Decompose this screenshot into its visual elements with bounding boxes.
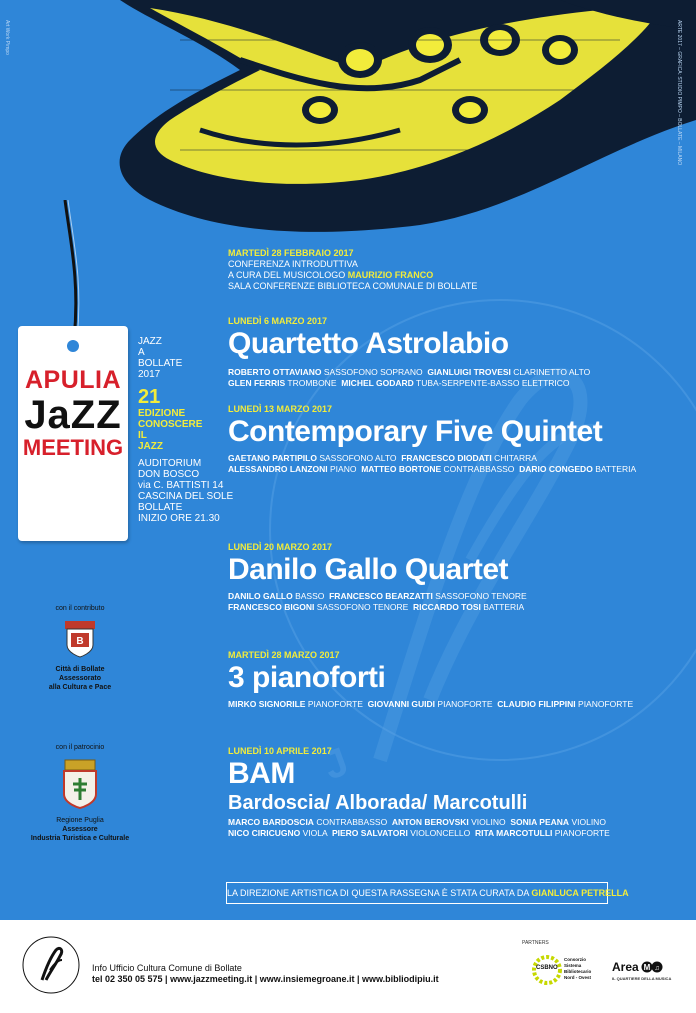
info-venue3: via C. BATTISTI 14 — [138, 480, 224, 491]
svg-text:B: B — [76, 636, 84, 647]
info-edition: EDIZIONE — [138, 408, 186, 419]
contributo-label: con il contributo — [55, 605, 105, 612]
contributo-assessorato: Assessorato — [58, 675, 102, 682]
event-line — [228, 270, 678, 281]
info-time: INIZIO ORE 21.30 — [138, 513, 220, 524]
svg-text:J: J — [318, 739, 354, 789]
event-line: CONFERENZA INTRODUTTIVA — [228, 259, 358, 269]
event-date: LUNEDÌ 13 MARZO 2017 — [228, 404, 333, 414]
bollate-crest-icon — [63, 619, 97, 659]
event-date: LUNEDÌ 10 APRILE 2017 — [228, 746, 332, 756]
saxophone-illustration — [0, 0, 696, 260]
event-title: 3 pianoforti — [228, 661, 386, 694]
event-date: LUNEDÌ 20 MARZO 2017 — [228, 542, 333, 552]
direction-text: LA DIREZIONE ARTISTICA DI QUESTA RASSEGNA È STATA CURATA DA — [227, 888, 532, 898]
event-danilo-gallo-quartet — [228, 542, 678, 613]
contributo-dept: alla Cultura e Pace — [48, 684, 112, 691]
lineup-row: NICO CIRICUGNO VIOLA PIERO SALVATORI VIOLONCELLO RITA MARCOTULLI PIANOFORTE — [228, 828, 610, 838]
puglia-crest-icon — [61, 758, 99, 810]
info-venue1: AUDITORIUM — [138, 458, 202, 469]
svg-text:♫: ♫ — [654, 965, 660, 972]
area-m-logo — [612, 960, 692, 981]
info-venue5: BOLLATE — [138, 502, 183, 513]
lineup-row: DANILO GALLO BASSO FRANCESCO BEARZATTI SASSOFONO TENORE — [228, 591, 527, 601]
lineup-row: GAETANO PARTIPILO SASSOFONO ALTO FRANCESCO DIODATI CHITARRA — [228, 453, 537, 463]
event-bam — [228, 746, 678, 839]
artwork-credit: Art Work Pimpo — [4, 20, 10, 55]
bollate-jazz-meeting-logo — [20, 934, 82, 996]
footer-contact — [92, 963, 439, 985]
info-il: IL — [138, 430, 147, 441]
event-date: MARTEDÌ 28 MARZO 2017 — [228, 650, 340, 660]
apulia-jazz-tag — [18, 326, 128, 541]
footer-links: tel 02 350 05 575 | www.jazzmeeting.it | www.insiemegroane.it | www.bibliodipiu.it — [92, 974, 439, 984]
event-date: MARTEDÌ 28 FEBBRAIO 2017 — [228, 248, 354, 258]
partners-label: PARTNERS — [522, 940, 549, 946]
event-quartetto-astrolabio — [228, 316, 678, 389]
tag-hole — [67, 340, 79, 352]
patrocinio-dept: Industria Turistica e Culturale — [30, 835, 130, 842]
event-line-prefix: A CURA DEL MUSICOLOGO — [228, 270, 348, 280]
info-venue2: DON BOSCO — [138, 469, 200, 480]
event-conference — [228, 248, 678, 292]
event-title: Contemporary Five Quintet — [228, 415, 603, 448]
info-bollate: BOLLATE — [138, 358, 183, 369]
artistic-direction-box — [226, 882, 629, 904]
lineup-row: ROBERTO OTTAVIANO SASSOFONO SOPRANO GIANLUIGI TROVESI CLARINETTO ALTO — [228, 367, 591, 377]
print-credit: ARTE 2017 – GRAFICA: STUDIO PIMPO – BOLLATE – MILANO — [676, 20, 682, 166]
info-venue4: CASCINA DEL SOLE — [138, 491, 234, 502]
info-year: 2017 — [138, 369, 161, 380]
csbno-logo — [532, 953, 602, 989]
logo-jazz: JaZZ — [24, 393, 122, 437]
lineup-row: ALESSANDRO LANZONI PIANO MATTEO BORTONE CONTRABBASSO DARIO CONGEDO BATTERIA — [228, 464, 637, 474]
patrocinio-region: Regione Puglia — [56, 817, 104, 824]
director-name: GIANLUCA PETRELLA — [531, 888, 629, 898]
info-edition-number: 21 — [138, 386, 161, 408]
event-line: SALA CONFERENZE BIBLIOTECA COMUNALE DI BOLLATE — [228, 281, 478, 291]
info-conoscere: CONOSCERE — [138, 419, 203, 430]
patrocinio-block — [10, 743, 150, 843]
info-jazz: JAZZ — [138, 336, 162, 347]
lineup-row: MARCO BARDOSCIA CONTRABBASSO ANTON BEROVSKI VIOLINO SONIA PEANA VIOLINO — [228, 817, 606, 827]
tag-string — [60, 200, 90, 340]
info-jazz2: JAZZ — [138, 441, 163, 452]
event-title: Danilo Gallo Quartet — [228, 553, 509, 586]
logo-meeting: MEETING — [22, 435, 124, 460]
lineup-row: FRANCESCO BIGONI SASSOFONO TENORE RICCARDO TOSI BATTERIA — [228, 602, 525, 612]
event-date: LUNEDÌ 6 MARZO 2017 — [228, 316, 328, 326]
event-contemporary-five-quintet — [228, 404, 678, 475]
patrocinio-assessore: Assessore — [62, 826, 98, 833]
speaker-name: MAURIZIO FRANCO — [347, 270, 434, 280]
event-3-pianoforti — [228, 650, 678, 710]
area-text: Area — [612, 960, 639, 974]
contributo-city: Città di Bollate — [55, 666, 105, 673]
footer-info: Info Ufficio Cultura Comune di Bollate — [92, 963, 242, 973]
event-title: Quartetto Astrolabio — [228, 327, 509, 360]
info-a: A — [138, 347, 145, 358]
lineup-row: GLEN FERRIS TROMBONE MICHEL GODARD TUBA-SERPENTE-BASSO ELETTRICO — [228, 378, 570, 388]
event-title: BAM — [228, 757, 295, 790]
area-subtitle: IL QUARTIERE DELLA MUSICA — [612, 976, 672, 981]
festival-info — [138, 336, 233, 524]
event-subtitle: Bardoscia/ Alborada/ Marcotulli — [228, 792, 528, 814]
lineup-row: MIRKO SIGNORILE PIANOFORTE GIOVANNI GUIDI PIANOFORTE CLAUDIO FILIPPINI PIANOFORTE — [228, 699, 634, 709]
patrocinio-label: con il patrocinio — [55, 744, 105, 751]
logo-apulia: APULIA — [24, 366, 122, 394]
csbno-description: Consorzio Sistema Bibliotecario Nord - Ovest — [564, 957, 592, 980]
csbno-text: CSBNO — [536, 965, 558, 971]
area-m-icon — [641, 961, 663, 973]
footer — [0, 920, 696, 1013]
svg-text:M: M — [643, 963, 651, 972]
contributo-block — [10, 604, 150, 692]
